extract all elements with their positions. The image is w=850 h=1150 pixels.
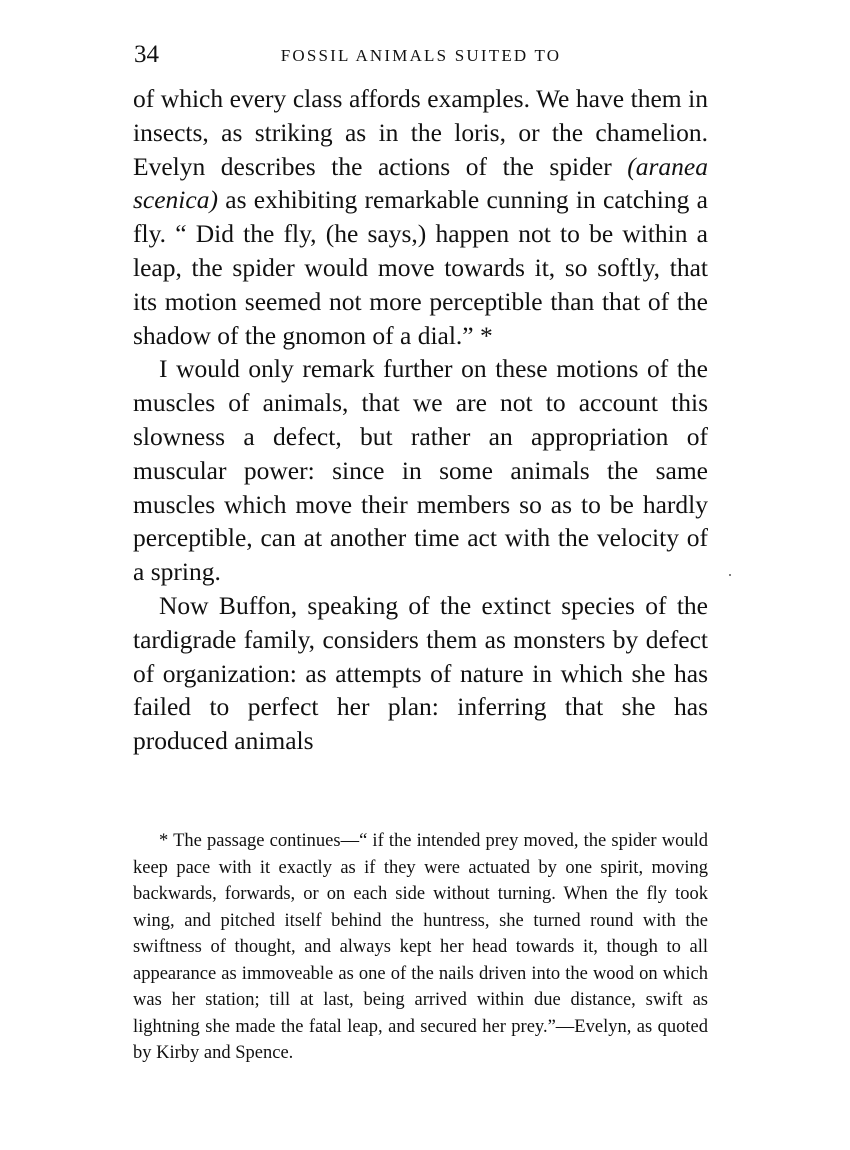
species-name: (aranea scenica) xyxy=(133,151,708,215)
paragraph-3: Now Buffon, speaking of the extinct species of the tardigrade family, considers them as monsters by defect of organization: as attempts of nature in which she has failed to perfect her plan: inferring that she has produced animals xyxy=(133,590,708,756)
page-number: 34 xyxy=(134,41,159,68)
margin-speck xyxy=(729,574,731,576)
footnote: * The passage continues—“ if the intended prey moved, the spider would keep pace with it exactly as if they were actuated by one spirit, moving backwards, forwards, or on each side without turning. When the fly took wing, and pitched itself behind the huntress, she turned round with the swiftness of thought, and always kept her head towards it, though to all appearance as immoveable as one of the nails driven into the wood on which was her station; till at last, being arrived within due distance, swift as lightning she made the fatal leap, and secured her prey.”—Evelyn, as quoted by Kirby and Spence. xyxy=(133,831,708,1063)
paragraph-2: I would only remark further on these motions of the muscles of animals, that we are not to account this slowness a defect, but rather an appropriation of muscular power: since in some animals the same muscles which move their members so as to be hardly perceptible, can at another time act with the velocity of a spring. xyxy=(133,354,708,587)
paragraph-1 xyxy=(133,82,708,352)
body-text xyxy=(133,82,708,758)
page-header xyxy=(134,40,708,70)
running-head: FOSSIL ANIMALS SUITED TO xyxy=(280,46,562,65)
footnote-section xyxy=(133,828,708,1067)
paragraph-1-text-start: of which every class affords examples. We have them in insects, as striking as in the loris, or the chamelion. Evelyn describes the actions of the spider xyxy=(133,84,708,181)
paragraph-1-text-end: as exhibiting remarkable cunning in catching a fly. “ Did the fly, (he says,) happen not to be within a leap, the spider would move towards it, so softly, that its motion seemed not more perceptible than that of the shadow of the gnomon of a dial.” * xyxy=(133,185,708,350)
